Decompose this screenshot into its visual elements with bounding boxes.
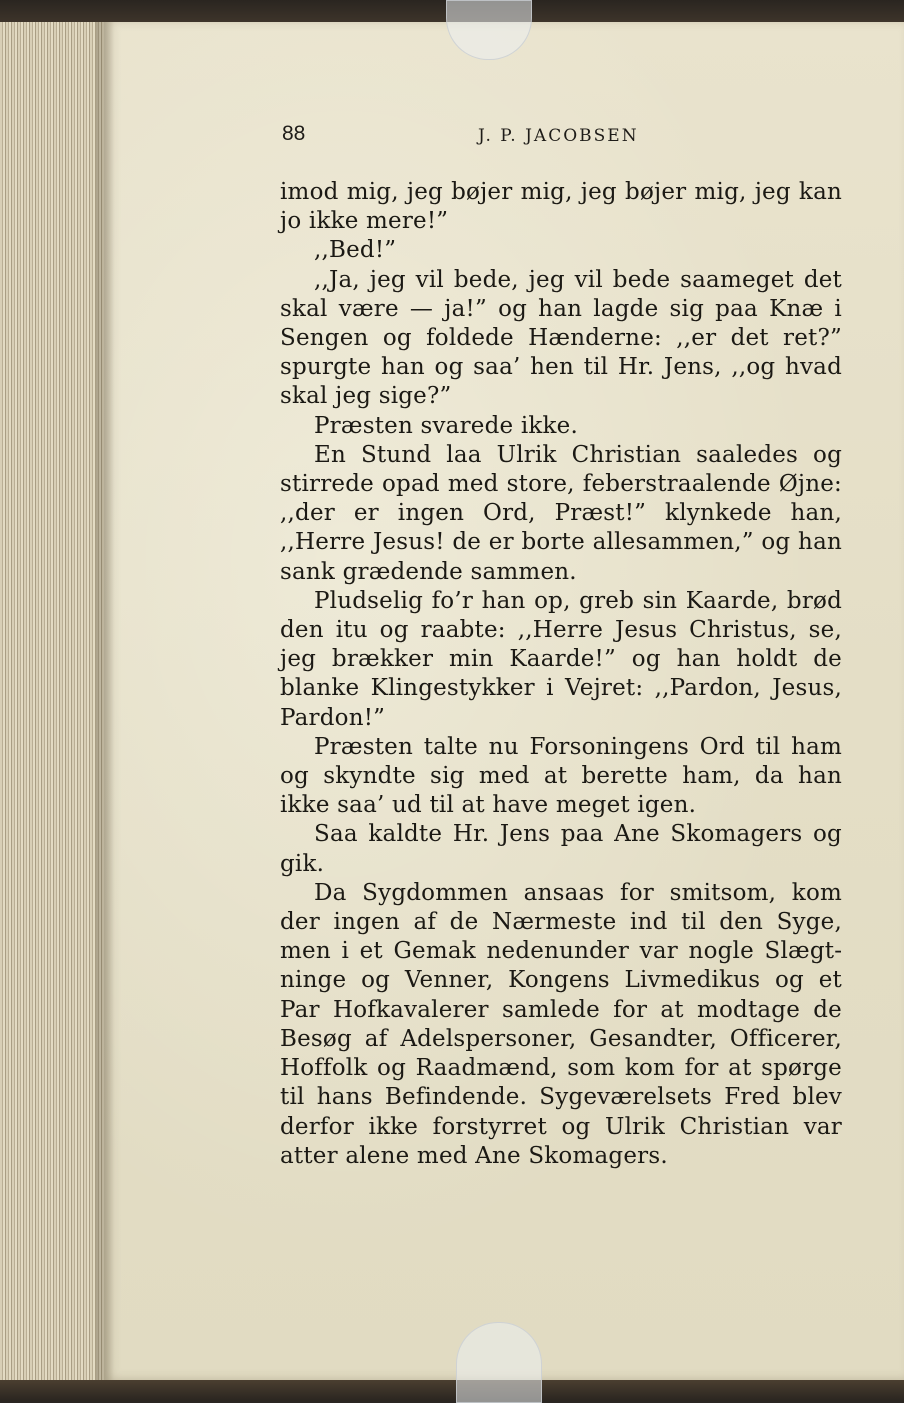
book-page-edges: [0, 14, 110, 1386]
body-text: [280, 178, 842, 1171]
bottom-page-clip: [456, 1322, 542, 1403]
running-head: [282, 122, 842, 152]
paragraph: ,,Bed!”: [314, 237, 397, 264]
paragraph: Pludselig fo’r han op, greb sin Kaarde, brød den itu og raabte: ,,Herre Jesus Christus, se, jeg brækker min Kaarde!” og han holdt de blanke Klingestykker i Vejret: ,,Pardon, Jesus, Pardon!”: [280, 587, 842, 731]
paragraph: Da Sygdommen ansaas for smitsom, kom der ingen af de Nærmeste ind til den Syge, men i et Gemak nedenunder var nogle Slægtninge og Venner, Kongens Livmedikus og et Par Hofkavalerer samlede for at modtage de Besøg af Adelspersoner, Gesandter, Officerer, Hoffolk og Raadmænd, som kom for at spørge til hans Befindende. Sygeværelsets Fred blev derfor ikke forstyrret og Ulrik Christian var atter alene med Ane Skomagers.: [280, 879, 842, 1169]
paragraph: Præsten talte nu Forsoningens Ord til ham og skyndte sig med at berette ham, da han ikke saa’ ud til at have meget igen.: [280, 733, 842, 819]
gutter-shadow: [96, 14, 114, 1386]
running-head-author: J. P. JACOBSEN: [478, 126, 639, 146]
page-number: 88: [282, 122, 306, 145]
paragraph: En Stund laa Ulrik Christian saaledes og stirrede opad med store, feberstraalende Øjne: ,,der er ingen Ord, Præst!” klynkede han, ,,Herre Jesus! de er borte allesammen,” og han sank grædende sammen.: [280, 441, 842, 585]
paragraph: ,,Ja, jeg vil bede, jeg vil bede saameget det skal være — ja!” og han lagde sig paa Knæ i Sengen og foldede Hænderne: ,,er det ret?” spurgte han og saa’ hen til Hr. Jens, ,,og hvad skal jeg sige?”: [280, 266, 842, 410]
paragraph-continuation: imod mig, jeg bøjer mig, jeg bøjer mig, jeg kan jo ikke mere!”: [280, 179, 842, 235]
bottom-edge: [0, 1380, 904, 1401]
paragraph: Saa kaldte Hr. Jens paa Ane Skomagers og gik.: [280, 821, 842, 877]
paragraph: Præsten svarede ikke.: [314, 412, 578, 439]
